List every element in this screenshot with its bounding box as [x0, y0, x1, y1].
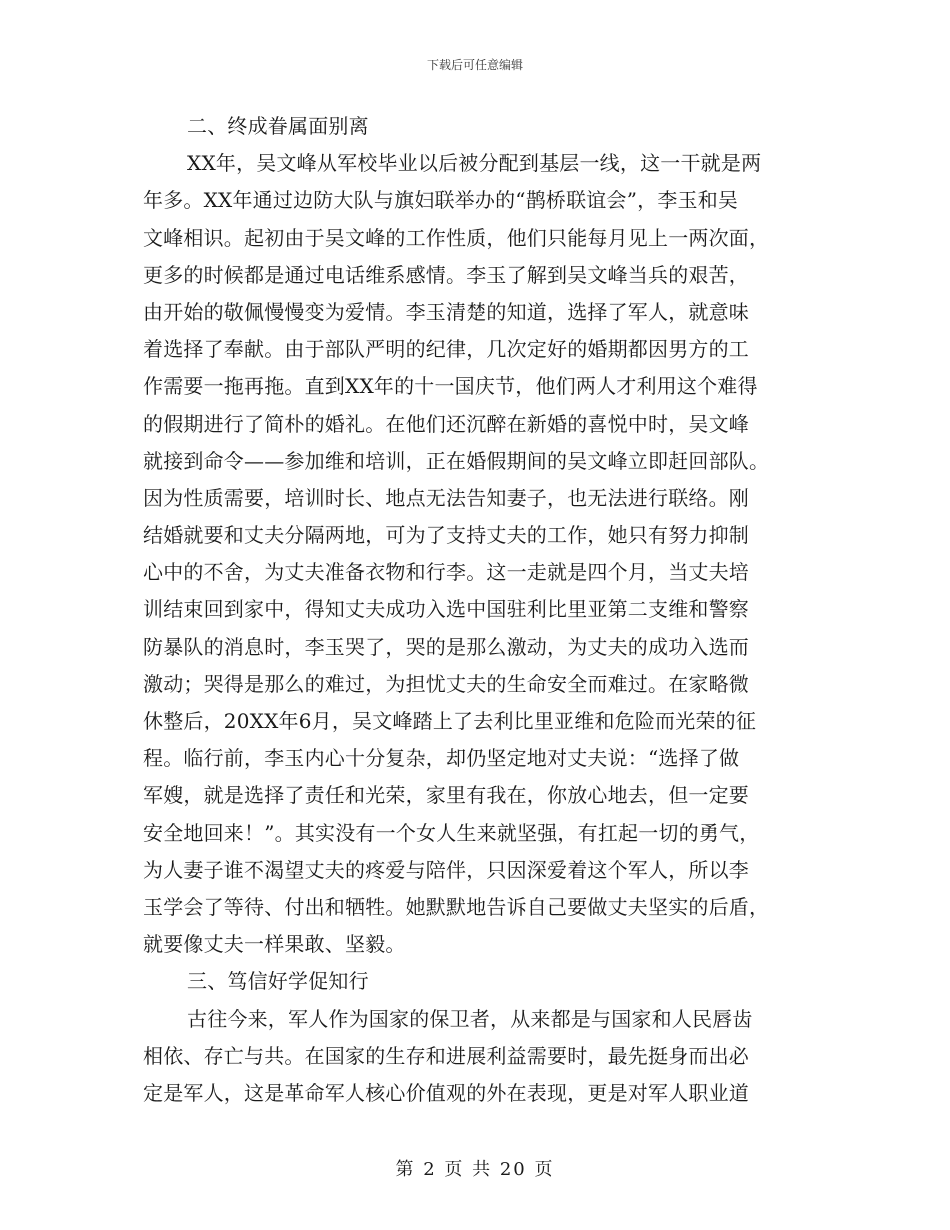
paragraph-line: 就要像丈夫一样果敢、坚毅。 [143, 932, 406, 957]
paragraph-line: 玉学会了等待、付出和牺牲。她默默地告诉自己要做丈夫坚实的后盾， [143, 894, 770, 919]
paragraph-line: 古往今来，军人作为国家的保卫者，从来都是与国家和人民唇齿 [187, 1006, 753, 1031]
paragraph-line: 防暴队的消息时，李玉哭了，哭的是那么激动，为丈夫的成功入选而 [143, 634, 749, 659]
paragraph-line: 军嫂，就是选择了责任和光荣，家里有我在，你放心地去，但一定要 [143, 783, 749, 808]
paragraph-line: 结婚就要和丈夫分隔两地，可为了支持丈夫的工作，她只有努力抑制 [143, 523, 749, 548]
page-number-footer: 第 2 页 共 20 页 [395, 1159, 555, 1180]
page-header: 下载后可任意编辑 [426, 58, 523, 72]
paragraph-line: 相依、存亡与共。在国家的生存和进展利益需要时，最先挺身而出必 [143, 1043, 749, 1068]
paragraph-line: 更多的时候都是通过电话维系感情。李玉了解到吴文峰当兵的艰苦， [143, 262, 749, 287]
paragraph-line: 由开始的敬佩慢慢变为爱情。李玉清楚的知道，选择了军人，就意味 [143, 299, 749, 324]
paragraph-line: 定是军人，这是革命军人核心价值观的外在表现，更是对军人职业道 [143, 1080, 749, 1105]
document-body [143, 108, 799, 1112]
paragraph-line: 年多。XX年通过边防大队与旗妇联举办的“鹊桥联谊会”，李玉和吴 [143, 188, 739, 213]
paragraph-line: 就接到命令——参加维和培训，正在婚假期间的吴文峰立即赶回部队。 [143, 448, 770, 473]
paragraph-line: 的假期进行了简朴的婚礼。在他们还沉醉在新婚的喜悦中时，吴文峰 [143, 411, 749, 436]
paragraph-line: 休整后，20XX年6月，吴文峰踏上了去利比里亚维和危险而光荣的征 [143, 709, 757, 733]
paragraph-line: 作需要一拖再拖。直到XX年的十一国庆节，他们两人才利用这个难得 [143, 374, 758, 399]
paragraph-line: 训结束回到家中，得知丈夫成功入选中国驻利比里亚第二支维和警察 [143, 597, 749, 622]
paragraph-line: 安全地回来！”。其实没有一个女人生来就坚强，有扛起一切的勇气， [143, 820, 760, 845]
section-heading: 三、笃信好学促知行 [187, 969, 369, 994]
paragraph-line: 文峰相识。起初由于吴文峰的工作性质，他们只能每月见上一两次面， [143, 225, 770, 250]
paragraph-line: 程。临行前，李玉内心十分复杂，却仍坚定地对丈夫说：“选择了做 [143, 746, 740, 771]
paragraph-line: 着选择了奉献。由于部队严明的纪律，几次定好的婚期都因男方的工 [143, 337, 749, 362]
paragraph-line: 心中的不舍，为丈夫准备衣物和行李。这一走就是四个月，当丈夫培 [143, 560, 749, 585]
paragraph-line: XX年，吴文峰从军校毕业以后被分配到基层一线，这一干就是两 [187, 151, 762, 176]
section-heading: 二、终成眷属面别离 [187, 114, 369, 138]
paragraph-line: 因为性质需要，培训时长、地点无法告知妻子，也无法进行联络。刚 [143, 485, 749, 510]
paragraph-line: 激动；哭得是那么的难过，为担忧丈夫的生命安全而难过。在家略微 [143, 671, 749, 696]
paragraph-line: 为人妻子谁不渴望丈夫的疼爱与陪伴，只因深爱着这个军人，所以李 [143, 857, 749, 882]
